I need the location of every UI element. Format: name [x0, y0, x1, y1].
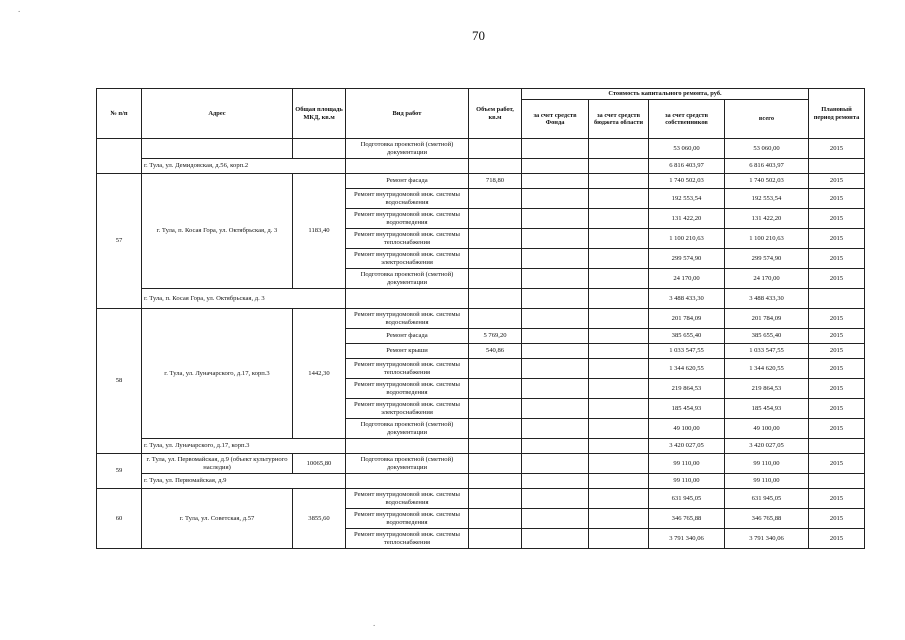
cell-work: Ремонт внутридомовой инж. системы водоснабжения [346, 189, 469, 209]
cell-num: 57 [97, 174, 142, 309]
cell-volume [469, 529, 522, 549]
cell-work [346, 439, 469, 454]
cell-period: 2015 [809, 509, 865, 529]
cell-work: Подготовка проектной (сметной) документации [346, 419, 469, 439]
table-row [97, 489, 865, 509]
cell-owners: 1 344 620,55 [649, 359, 725, 379]
cell-num: 58 [97, 309, 142, 454]
cell-volume [469, 249, 522, 269]
header-period: Плановый период ремонта [809, 89, 865, 139]
cell-region [589, 419, 649, 439]
cell-region [589, 329, 649, 344]
cell-owners: 49 100,00 [649, 419, 725, 439]
cell-period: 2015 [809, 399, 865, 419]
header-work: Вид работ [346, 89, 469, 139]
cell-volume [469, 474, 522, 489]
cell-period: 2015 [809, 419, 865, 439]
cell-owners: 99 110,00 [649, 454, 725, 474]
cell-owners: 192 553,54 [649, 189, 725, 209]
cell-total: 299 574,90 [725, 249, 809, 269]
cell-region [589, 174, 649, 189]
capital-repair-table [96, 88, 865, 549]
cell-total: 1 100 210,63 [725, 229, 809, 249]
cell-total: 346 765,88 [725, 509, 809, 529]
cell-volume [469, 509, 522, 529]
cell-period: 2015 [809, 309, 865, 329]
cell-fund [522, 249, 589, 269]
cell-work: Ремонт внутридомовой инж. системы теплоснабжения [346, 529, 469, 549]
cell-fund [522, 229, 589, 249]
cell-total: 192 553,54 [725, 189, 809, 209]
subtotal-address: г. Тула, ул. Луначарского, д.17, корп.3 [142, 439, 346, 454]
cell-period: 2015 [809, 529, 865, 549]
cell-work [346, 289, 469, 309]
cell-work: Ремонт внутридомовой инж. системы теплоснабжения [346, 229, 469, 249]
cell-period: 2015 [809, 329, 865, 344]
cell-period: 2015 [809, 249, 865, 269]
cell-period: 2015 [809, 269, 865, 289]
cell-region [589, 529, 649, 549]
cell-period [809, 289, 865, 309]
subtotal-total: 3 420 027,05 [725, 439, 809, 454]
cell-owners: 219 864,53 [649, 379, 725, 399]
cell-region [589, 359, 649, 379]
cell-fund [522, 209, 589, 229]
cell-volume [469, 159, 522, 174]
cell-work [346, 474, 469, 489]
cell-volume [469, 399, 522, 419]
cell-region [589, 509, 649, 529]
cell-total: 631 945,05 [725, 489, 809, 509]
subtotal-owners: 6 816 403,97 [649, 159, 725, 174]
cell-total: 53 060,00 [725, 139, 809, 159]
cell-work: Ремонт фасада [346, 174, 469, 189]
header-region: за счет средств бюджета области [589, 100, 649, 139]
cell-region [589, 209, 649, 229]
header-owners: за счет средств собственников [649, 100, 725, 139]
cell-period [809, 159, 865, 174]
cell-region [589, 439, 649, 454]
cell-total: 1 740 502,03 [725, 174, 809, 189]
cell-volume [469, 309, 522, 329]
cell-fund [522, 529, 589, 549]
cell-region [589, 229, 649, 249]
cell-area: 3855,60 [293, 489, 346, 549]
cell-work: Ремонт внутридомовой инж. системы теплоснабжения [346, 359, 469, 379]
cell-fund [522, 329, 589, 344]
header-fund: за счет средств Фонда [522, 100, 589, 139]
cell-fund [522, 139, 589, 159]
cell-period: 2015 [809, 489, 865, 509]
cell-owners: 1 033 547,55 [649, 344, 725, 359]
cell-volume [469, 229, 522, 249]
cell-region [589, 249, 649, 269]
cell-area [293, 139, 346, 159]
subtotal-row [97, 474, 865, 489]
cell-owners: 185 454,93 [649, 399, 725, 419]
cell-volume [469, 454, 522, 474]
cell-owners: 346 765,88 [649, 509, 725, 529]
cell-work: Ремонт фасада [346, 329, 469, 344]
cell-period: 2015 [809, 189, 865, 209]
cell-work: Ремонт внутридомовой инж. системы электроснабжения [346, 249, 469, 269]
cell-region [589, 489, 649, 509]
cell-fund [522, 489, 589, 509]
cell-owners: 299 574,90 [649, 249, 725, 269]
subtotal-total: 99 110,00 [725, 474, 809, 489]
cell-fund [522, 474, 589, 489]
cell-area: 1183,40 [293, 174, 346, 289]
cell-volume [469, 189, 522, 209]
subtotal-owners: 3 420 027,05 [649, 439, 725, 454]
cell-total: 3 791 340,06 [725, 529, 809, 549]
header-total: всего [725, 100, 809, 139]
table-row [97, 454, 865, 474]
cell-region [589, 289, 649, 309]
cell-volume [469, 289, 522, 309]
header-volume: Объем работ, кв.м [469, 89, 522, 139]
cell-total: 219 864,53 [725, 379, 809, 399]
cell-period: 2015 [809, 139, 865, 159]
cell-num [97, 139, 142, 174]
cell-work: Подготовка проектной (сметной) документации [346, 454, 469, 474]
cell-work: Ремонт внутридомовой инж. системы водоотведения [346, 509, 469, 529]
cell-fund [522, 419, 589, 439]
subtotal-total: 3 488 433,30 [725, 289, 809, 309]
cell-region [589, 474, 649, 489]
header-num: № п/п [97, 89, 142, 139]
cell-region [589, 159, 649, 174]
cell-fund [522, 454, 589, 474]
page-number: 70 [472, 28, 485, 43]
cell-num: 60 [97, 489, 142, 549]
cell-period: 2015 [809, 359, 865, 379]
cell-volume [469, 139, 522, 159]
cell-volume [469, 209, 522, 229]
cell-total: 185 454,93 [725, 399, 809, 419]
subtotal-row [97, 439, 865, 454]
cell-work [346, 159, 469, 174]
cell-region [589, 139, 649, 159]
cell-fund [522, 269, 589, 289]
cell-owners: 1 100 210,63 [649, 229, 725, 249]
cell-owners: 631 945,05 [649, 489, 725, 509]
cell-work: Ремонт внутридомовой инж. системы электроснабжения [346, 399, 469, 419]
subtotal-owners: 3 488 433,30 [649, 289, 725, 309]
cell-period: 2015 [809, 344, 865, 359]
cell-volume [469, 379, 522, 399]
cell-fund [522, 439, 589, 454]
cell-volume [469, 359, 522, 379]
subtotal-total: 6 816 403,97 [725, 159, 809, 174]
cell-area: 1442,30 [293, 309, 346, 439]
cell-volume: 540,86 [469, 344, 522, 359]
cell-region [589, 269, 649, 289]
cell-address: г. Тула, ул. Луначарского, д.17, корп.3 [142, 309, 293, 439]
cell-fund [522, 309, 589, 329]
cell-volume: 718,80 [469, 174, 522, 189]
cell-volume [469, 269, 522, 289]
cell-region [589, 344, 649, 359]
cell-work: Ремонт внутридомовой инж. системы водоотведения [346, 209, 469, 229]
cell-volume [469, 439, 522, 454]
cell-fund [522, 189, 589, 209]
cell-address: г. Тула, п. Косая Гора, ул. Октябрьская, д. 3 [142, 174, 293, 289]
header-cost-group: Стоимость капитального ремонта, руб. [522, 89, 809, 100]
cell-period: 2015 [809, 454, 865, 474]
cell-work: Ремонт внутридомовой инж. системы водоотведения [346, 379, 469, 399]
cell-total: 99 110,00 [725, 454, 809, 474]
cell-total: 49 100,00 [725, 419, 809, 439]
cell-region [589, 309, 649, 329]
subtotal-row [97, 159, 865, 174]
cell-owners: 53 060,00 [649, 139, 725, 159]
table-row [97, 309, 865, 329]
cell-fund [522, 289, 589, 309]
cell-fund [522, 344, 589, 359]
header-address: Адрес [142, 89, 293, 139]
cell-address [142, 139, 293, 159]
scan-mark: . [18, 4, 21, 14]
cell-region [589, 399, 649, 419]
cell-volume: 5 769,20 [469, 329, 522, 344]
cell-period: 2015 [809, 174, 865, 189]
cell-address: г. Тула, ул. Первомайская, д.9 (объект культурного наследия) [142, 454, 293, 474]
cell-period: 2015 [809, 379, 865, 399]
cell-owners: 24 170,00 [649, 269, 725, 289]
scan-mark: . [373, 618, 376, 628]
subtotal-address: г. Тула, ул. Демидовская, д.56, корп.2 [142, 159, 346, 174]
cell-region [589, 454, 649, 474]
cell-region [589, 379, 649, 399]
subtotal-address: г. Тула, ул. Первомайская, д.9 [142, 474, 346, 489]
cell-total: 201 784,09 [725, 309, 809, 329]
cell-fund [522, 399, 589, 419]
cell-fund [522, 174, 589, 189]
cell-work: Подготовка проектной (сметной) документации [346, 269, 469, 289]
cell-volume [469, 489, 522, 509]
cell-work: Ремонт внутридомовой инж. системы водоснабжения [346, 309, 469, 329]
cell-owners: 385 655,40 [649, 329, 725, 344]
cell-fund [522, 159, 589, 174]
cell-work: Ремонт внутридомовой инж. системы водоснабжения [346, 489, 469, 509]
cell-fund [522, 509, 589, 529]
cell-volume [469, 419, 522, 439]
cell-work: Подготовка проектной (сметной) документации [346, 139, 469, 159]
cell-owners: 131 422,20 [649, 209, 725, 229]
cell-total: 385 655,40 [725, 329, 809, 344]
cell-period: 2015 [809, 229, 865, 249]
cell-fund [522, 359, 589, 379]
cell-address: г. Тула, ул. Советская, д.57 [142, 489, 293, 549]
cell-area: 10065,80 [293, 454, 346, 474]
subtotal-address: г. Тула, п. Косая Гора, ул. Октябрьская, д. 3 [142, 289, 346, 309]
cell-owners: 1 740 502,03 [649, 174, 725, 189]
subtotal-owners: 99 110,00 [649, 474, 725, 489]
cell-owners: 201 784,09 [649, 309, 725, 329]
cell-total: 1 033 547,55 [725, 344, 809, 359]
cell-period: 2015 [809, 209, 865, 229]
cell-owners: 3 791 340,06 [649, 529, 725, 549]
table-row [97, 139, 865, 159]
cell-num: 59 [97, 454, 142, 489]
cell-total: 1 344 620,55 [725, 359, 809, 379]
table-row [97, 174, 865, 189]
cell-period [809, 474, 865, 489]
cell-total: 24 170,00 [725, 269, 809, 289]
cell-total: 131 422,20 [725, 209, 809, 229]
cell-region [589, 189, 649, 209]
cell-period [809, 439, 865, 454]
header-area: Общая площадь МКД, кв.м [293, 89, 346, 139]
subtotal-row [97, 289, 865, 309]
cell-work: Ремонт крыши [346, 344, 469, 359]
cell-fund [522, 379, 589, 399]
